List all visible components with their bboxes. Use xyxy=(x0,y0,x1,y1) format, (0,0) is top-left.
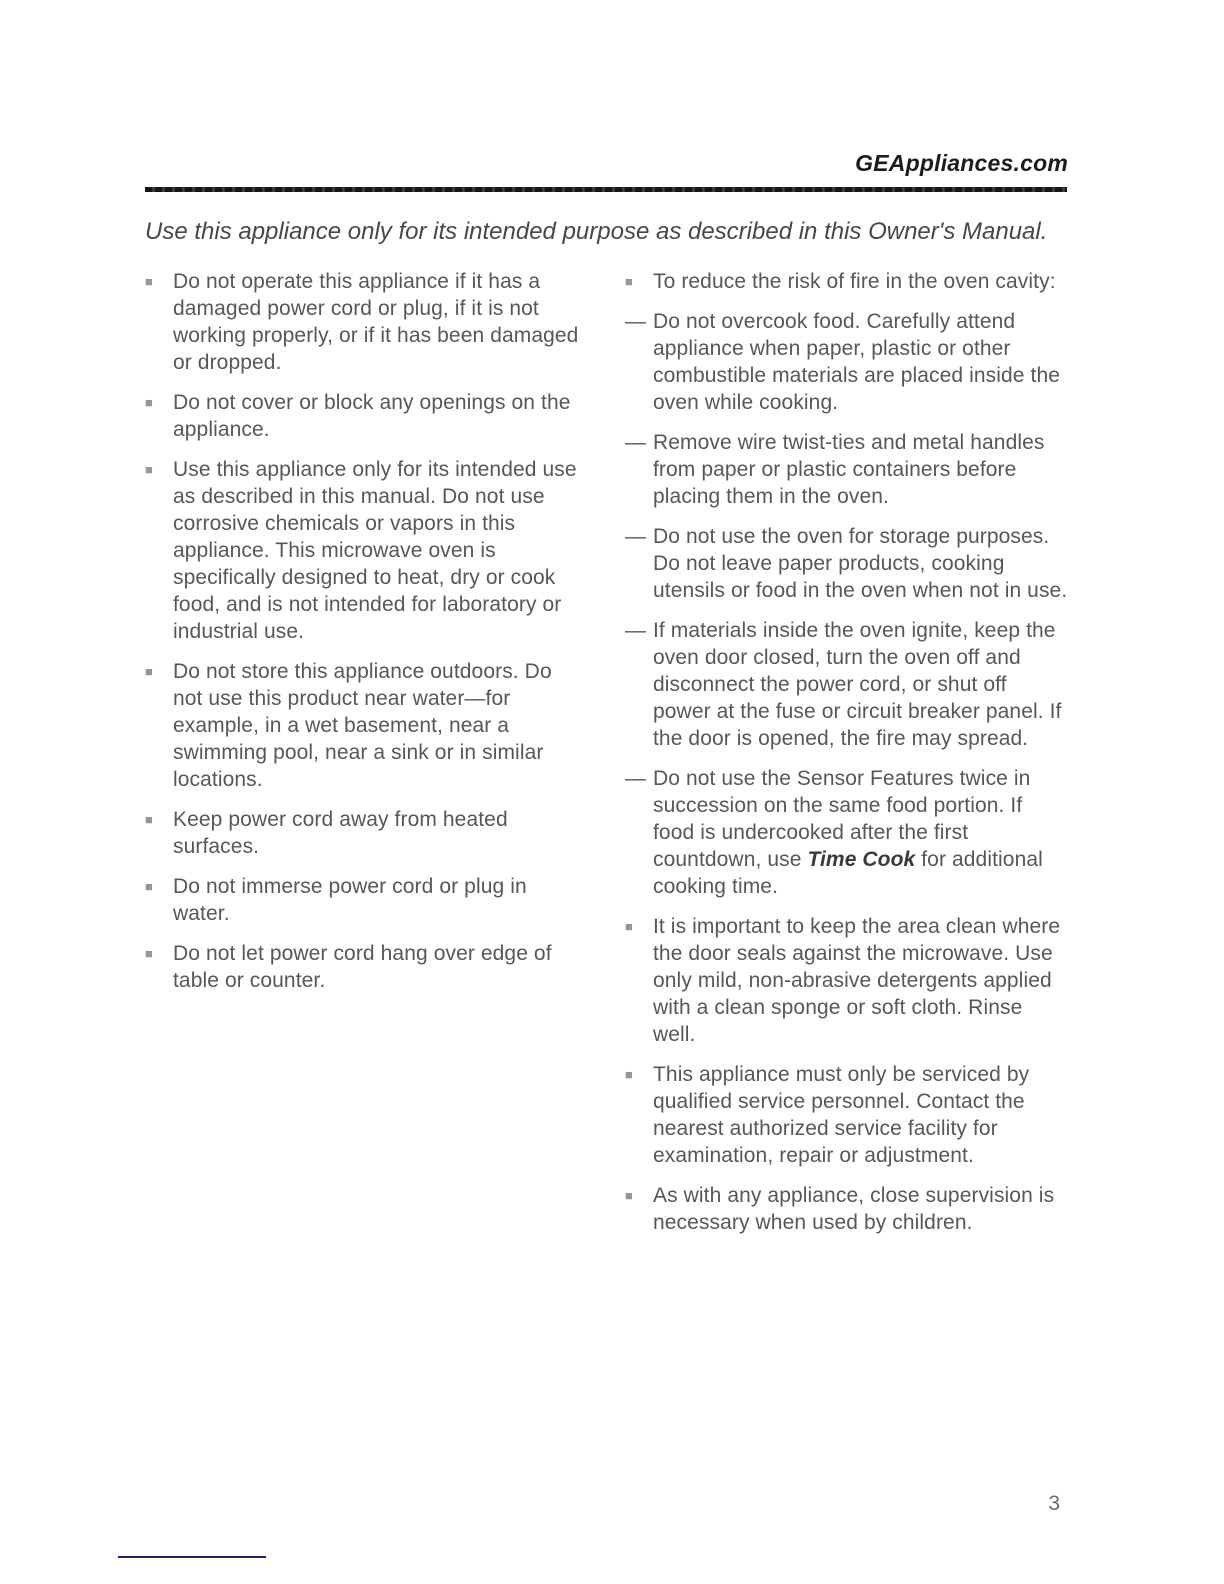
square-bullet-icon: ■ xyxy=(145,879,153,894)
list-item-text: Do not overcook food. Carefully attend appliance when paper, plastic or other combustible materials are placed inside the oven while cooking. xyxy=(653,310,1061,414)
list-item xyxy=(625,308,1069,416)
list-item-text xyxy=(653,765,1069,900)
square-bullet-icon: ■ xyxy=(145,664,153,679)
list-item xyxy=(145,658,585,793)
square-bullet-icon: ■ xyxy=(145,462,153,477)
list-item-text: Remove wire twist-ties and metal handles from paper or plastic containers before placing them in the oven. xyxy=(653,431,1045,508)
dash-bullet-icon: — xyxy=(625,619,646,642)
time-cook-emphasis: Time Cook xyxy=(807,848,916,871)
footer-rule xyxy=(118,1556,266,1558)
square-bullet-icon: ■ xyxy=(145,946,153,961)
list-item xyxy=(145,940,585,994)
list-item xyxy=(625,765,1069,900)
list-item-text-pre: Do not use the Sensor Features twice in succession on the same food portion. If food is undercooked after the first countdown, use xyxy=(653,767,1031,871)
list-item xyxy=(625,268,1069,295)
list-item xyxy=(145,806,585,860)
list-item xyxy=(625,523,1069,604)
list-item-text: Do not store this appliance outdoors. Do not use this product near water—for example, in a wet basement, near a swimming pool, near a sink or in similar locations. xyxy=(173,660,552,791)
list-item-text: As with any appliance, close supervision is necessary when used by children. xyxy=(653,1184,1055,1234)
square-bullet-icon: ■ xyxy=(625,274,633,289)
list-item-text: To reduce the risk of fire in the oven cavity: xyxy=(653,270,1056,293)
list-item xyxy=(625,429,1069,510)
list-item xyxy=(625,617,1069,752)
list-item-text: It is important to keep the area clean where the door seals against the microwave. Use only mild, non-abrasive detergents applied with a clean sponge or soft cloth. Rinse well. xyxy=(653,915,1061,1046)
list-item-text: Do not cover or block any openings on the appliance. xyxy=(173,391,571,441)
dash-bullet-icon: — xyxy=(625,767,646,790)
list-item-text: Do not let power cord hang over edge of table or counter. xyxy=(173,942,552,992)
list-item xyxy=(145,389,585,443)
left-column xyxy=(145,268,585,1249)
list-item xyxy=(145,873,585,927)
page-number: 3 xyxy=(1048,1492,1060,1515)
right-column xyxy=(625,268,1069,1249)
list-item-text: Do not operate this appliance if it has a damaged power cord or plug, if it is not working properly, or if it has been damaged or dropped. xyxy=(173,270,579,374)
list-item xyxy=(625,1061,1069,1169)
list-item-text: Use this appliance only for its intended use as described in this manual. Do not use corrosive chemicals or vapors in this appliance. This microwave oven is specifically designed to heat, dry or cook food, and is not intended for laboratory or industrial use. xyxy=(173,458,577,643)
dash-bullet-icon: — xyxy=(625,525,646,548)
square-bullet-icon: ■ xyxy=(625,1067,633,1082)
square-bullet-icon: ■ xyxy=(145,812,153,827)
list-item-text: If materials inside the oven ignite, keep the oven door closed, turn the oven off and disconnect the power cord, or shut off power at the fuse or circuit breaker panel. If the door is opened, the fire may spread. xyxy=(653,619,1062,750)
list-item-text-post: for additional cooking time. xyxy=(653,848,1043,898)
header-rule xyxy=(145,187,1067,192)
list-item xyxy=(625,913,1069,1048)
content-columns xyxy=(145,268,1069,1249)
dash-bullet-icon: — xyxy=(625,310,646,333)
list-item xyxy=(145,268,585,376)
list-item xyxy=(625,1182,1069,1236)
square-bullet-icon: ■ xyxy=(625,919,633,934)
dash-bullet-icon: — xyxy=(625,431,646,454)
list-item-text: Do not use the oven for storage purposes. Do not leave paper products, cooking utensils or food in the oven when not in use. xyxy=(653,525,1068,602)
list-item-text: This appliance must only be serviced by qualified service personnel. Contact the nearest authorized service facility for examination, repair or adjustment. xyxy=(653,1063,1030,1167)
square-bullet-icon: ■ xyxy=(625,1188,633,1203)
page-title: Use this appliance only for its intended purpose as described in this Owner's Manual. xyxy=(145,218,1048,245)
list-item-text: Keep power cord away from heated surfaces. xyxy=(173,808,508,858)
square-bullet-icon: ■ xyxy=(145,395,153,410)
header-site-link[interactable]: GEAppliances.com xyxy=(855,150,1068,176)
square-bullet-icon: ■ xyxy=(145,274,153,289)
list-item-text: Do not immerse power cord or plug in water. xyxy=(173,875,527,925)
list-item xyxy=(145,456,585,645)
